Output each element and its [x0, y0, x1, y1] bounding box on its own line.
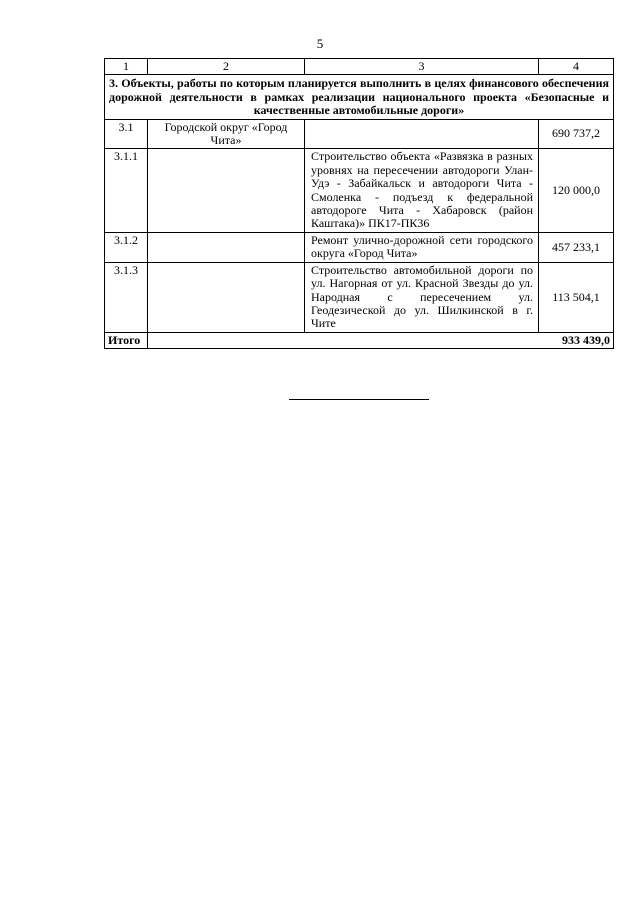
- financing-table: [104, 58, 614, 349]
- column-number: 2: [148, 59, 305, 75]
- row-owner: Городской округ «Город Чита»: [148, 119, 305, 149]
- column-number: 1: [105, 59, 148, 75]
- row-owner: [148, 262, 305, 332]
- column-number: 3: [305, 59, 539, 75]
- end-rule: [289, 399, 429, 400]
- row-amount: 457 233,1: [539, 232, 614, 262]
- row-number: 3.1.3: [105, 262, 148, 332]
- total-row: [105, 332, 614, 348]
- total-value: 933 439,0: [148, 332, 614, 348]
- row-amount: 690 737,2: [539, 119, 614, 149]
- row-owner: [148, 149, 305, 232]
- table-row: [105, 149, 614, 232]
- table-row: [105, 232, 614, 262]
- row-amount: 113 504,1: [539, 262, 614, 332]
- row-number: 3.1.2: [105, 232, 148, 262]
- section-row: [105, 75, 614, 119]
- page-number: 5: [316, 36, 324, 51]
- row-description: [305, 119, 539, 149]
- column-number: 4: [539, 59, 614, 75]
- table-row: [105, 119, 614, 149]
- row-number: 3.1: [105, 119, 148, 149]
- section-title: 3. Объекты, работы по которым планируется выполнить в целях финансового обеспечения дорожной деятельности в рамках реализации национального проекта «Безопасные и качественные автомобильные дороги»: [105, 75, 614, 119]
- column-number-row: [105, 59, 614, 75]
- row-number: 3.1.1: [105, 149, 148, 232]
- row-description: Строительство автомобильной дороги по ул. Нагорная от ул. Красной Звезды до ул. Народная с пересечением ул. Геодезической до ул. Шилкинской в г. Чите: [305, 262, 539, 332]
- row-description: Ремонт улично-дорожной сети городского округа «Город Чита»: [305, 232, 539, 262]
- table-row: [105, 262, 614, 332]
- row-amount: 120 000,0: [539, 149, 614, 232]
- row-description: Строительство объекта «Развязка в разных уровнях на пересечении автодороги Улан-Удэ - Забайкальск и автодороги Чита - Смоленка - подъезд к федеральной автодороге Чита - Хабаровск (район Каштака)» ПК17-ПК36: [305, 149, 539, 232]
- row-owner: [148, 232, 305, 262]
- total-label: Итого: [105, 332, 148, 348]
